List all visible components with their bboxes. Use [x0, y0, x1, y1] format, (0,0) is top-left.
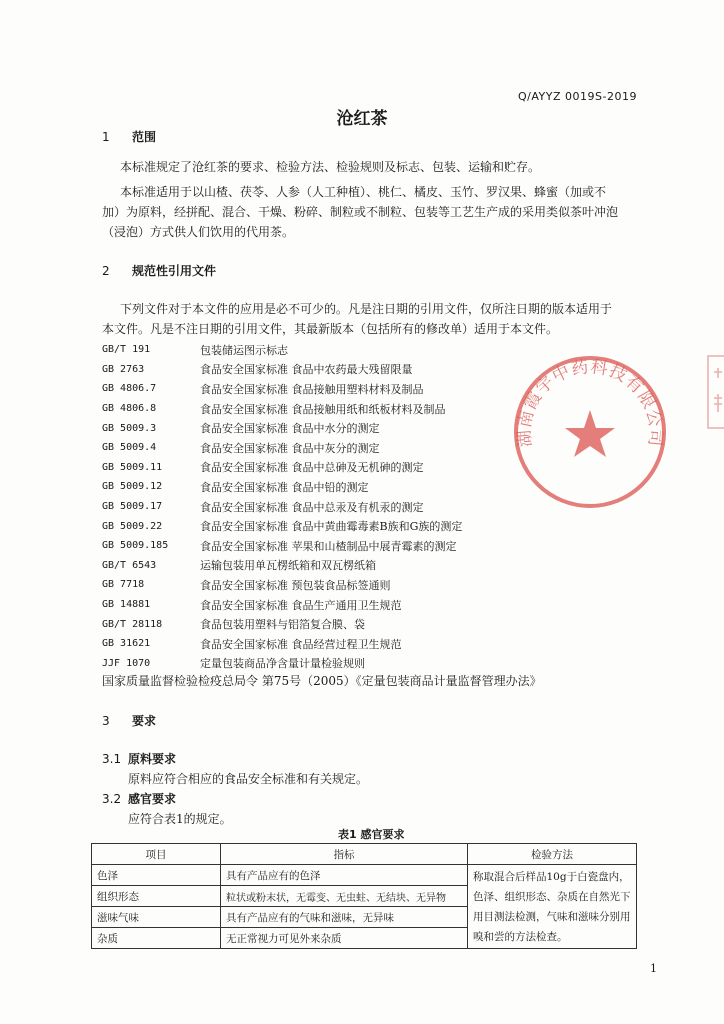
method-cell: 称取混合后样品10g于白瓷盘内，色泽、组织形态、杂质在自然光下用目测法检测，气味和滋味分别用嗅和尝的方法检查。 [468, 865, 637, 949]
reference-item [102, 575, 662, 595]
section-2-heading [102, 262, 216, 279]
reference-name: 食品安全国家标准 预包装食品标签通则 [200, 578, 391, 592]
item-cell: 滋味气味 [92, 907, 221, 928]
item-cell: 色泽 [92, 865, 221, 886]
reference-name: 食品安全国家标准 食品中灰分的测定 [200, 441, 380, 455]
page-number: 1 [650, 962, 657, 975]
raw-material-text: 原料应符合相应的食品安全标准和有关规定。 [128, 772, 369, 786]
reference-code: GB 5009.12 [102, 481, 163, 493]
section-3-heading [102, 712, 156, 729]
partial-seal-edge [706, 352, 724, 432]
reference-code: GB 2763 [102, 363, 145, 375]
section-number: 1 [102, 130, 110, 144]
reference-name: 食品安全国家标准 食品中铅的测定 [200, 480, 369, 494]
decree-reference: 国家质量监督检验检疫总局令 第75号（2005）《定量包装商品计量监督管理办法》 [102, 674, 542, 688]
reference-code: GB 7718 [102, 579, 145, 591]
sensory-table [91, 843, 637, 949]
column-header: 指标 [221, 844, 468, 865]
document-number: Q/AYYZ 0019S-2019 [518, 90, 637, 103]
page-title: 沧红茶 [336, 109, 388, 129]
reference-item [102, 536, 662, 556]
reference-name: 食品安全国家标准 食品中农药最大残留限量 [200, 363, 413, 377]
reference-item [102, 654, 662, 674]
index-cell: 具有产品应有的气味和滋味，无异味 [221, 907, 468, 928]
section-number: 2 [102, 264, 110, 278]
reference-code: GB 5009.11 [102, 461, 163, 473]
reference-name: 食品安全国家标准 食品中水分的测定 [200, 422, 380, 436]
section-number: 3 [102, 714, 110, 728]
column-header: 检验方法 [468, 844, 637, 865]
references-intro-line-1: 下列文件对于本文件的应用是必不可少的。凡是注日期的引用文件，仅所注日期的版本适用于 [120, 302, 613, 316]
reference-code: GB 5009.3 [102, 422, 157, 434]
reference-name: 食品安全国家标准 食品中总砷及无机砷的测定 [200, 461, 424, 475]
reference-item [102, 595, 662, 615]
reference-name: 食品安全国家标准 食品生产通用卫生规范 [200, 598, 402, 612]
references-intro-line-2: 本文件。凡是不注日期的引用文件，其最新版本（包括所有的修改单）适用于本文件。 [102, 322, 559, 336]
reference-name: 食品安全国家标准 食品接触用纸和纸板材料及制品 [200, 402, 446, 416]
section-title: 感官要求 [128, 792, 177, 806]
reference-code: GB 4806.8 [102, 403, 157, 415]
scope-paragraph-2-line-2: 加）为原料，经拼配、混合、干燥、粉碎、制粒或不制粒、包装等工艺生产成的采用类似茶叶冲泡 [102, 205, 619, 219]
index-cell: 粒状或粉末状，无霉变、无虫蛀、无结块、无异物 [221, 886, 468, 907]
section-3-2-heading [102, 790, 176, 807]
reference-code: GB/T 191 [102, 344, 151, 356]
reference-name: 运输包装用单瓦楞纸箱和双瓦楞纸箱 [200, 559, 376, 573]
section-number: 3.2 [102, 792, 122, 806]
svg-text:湖南霞宇中药科技有限公司: 湖南霞宇中药科技有限公司 [514, 357, 666, 448]
section-title: 范围 [132, 130, 157, 144]
reference-name: 食品安全国家标准 苹果和山楂制品中展青霉素的测定 [200, 539, 457, 553]
section-title: 原料要求 [128, 752, 177, 766]
item-cell: 杂质 [92, 928, 221, 949]
reference-name: 食品安全国家标准 食品经营过程卫生规范 [200, 637, 402, 651]
table-row [92, 865, 637, 886]
table-caption: 表1 感官要求 [338, 828, 405, 841]
table-header-row [92, 844, 637, 865]
reference-code: JJF 1070 [102, 657, 151, 669]
reference-code: GB 4806.7 [102, 383, 157, 395]
scope-paragraph-1: 本标准规定了沧红茶的要求、检验方法、检验规则及标志、包装、运输和贮存。 [120, 160, 541, 174]
reference-name: 包装储运图示标志 [200, 343, 288, 357]
section-title: 要求 [132, 714, 157, 728]
reference-code: GB/T 6543 [102, 559, 157, 571]
reference-code: GB 31621 [102, 638, 151, 650]
section-3-1-heading [102, 750, 176, 767]
reference-name: 定量包装商品净含量计量检验规则 [200, 657, 365, 671]
item-cell: 组织形态 [92, 886, 221, 907]
reference-name: 食品安全国家标准 食品接触用塑料材料及制品 [200, 382, 424, 396]
reference-code: GB 5009.185 [102, 540, 169, 552]
section-1-heading [102, 128, 156, 145]
scope-paragraph-2-line-3: （浸泡）方式供人们饮用的代用茶。 [102, 225, 295, 239]
reference-item [102, 614, 662, 634]
column-header: 项目 [92, 844, 221, 865]
index-cell: 无正常视力可见外来杂质 [221, 928, 468, 949]
reference-code: GB/T 28118 [102, 618, 163, 630]
sensory-intro-text: 应符合表1的规定。 [128, 812, 232, 826]
reference-item [102, 556, 662, 576]
reference-code: GB 5009.17 [102, 501, 163, 513]
reference-code: GB 14881 [102, 599, 151, 611]
reference-item [102, 516, 662, 536]
reference-item [102, 634, 662, 654]
reference-name: 食品安全国家标准 食品中黄曲霉毒素B族和G族的测定 [200, 520, 463, 534]
index-cell: 具有产品应有的色泽 [221, 865, 468, 886]
reference-code: GB 5009.22 [102, 520, 163, 532]
company-seal-stamp [510, 352, 670, 512]
section-title: 规范性引用文件 [132, 264, 217, 278]
reference-name: 食品包装用塑料与铝箔复合膜、袋 [200, 618, 365, 632]
reference-name: 食品安全国家标准 食品中总汞及有机汞的测定 [200, 500, 424, 514]
scope-paragraph-2-line-1: 本标准适用于以山楂、茯苓、人参（人工种植）、桃仁、橘皮、玉竹、罗汉果、蜂蜜（加或不 [120, 185, 607, 199]
reference-code: GB 5009.4 [102, 442, 157, 454]
section-number: 3.1 [102, 752, 122, 766]
